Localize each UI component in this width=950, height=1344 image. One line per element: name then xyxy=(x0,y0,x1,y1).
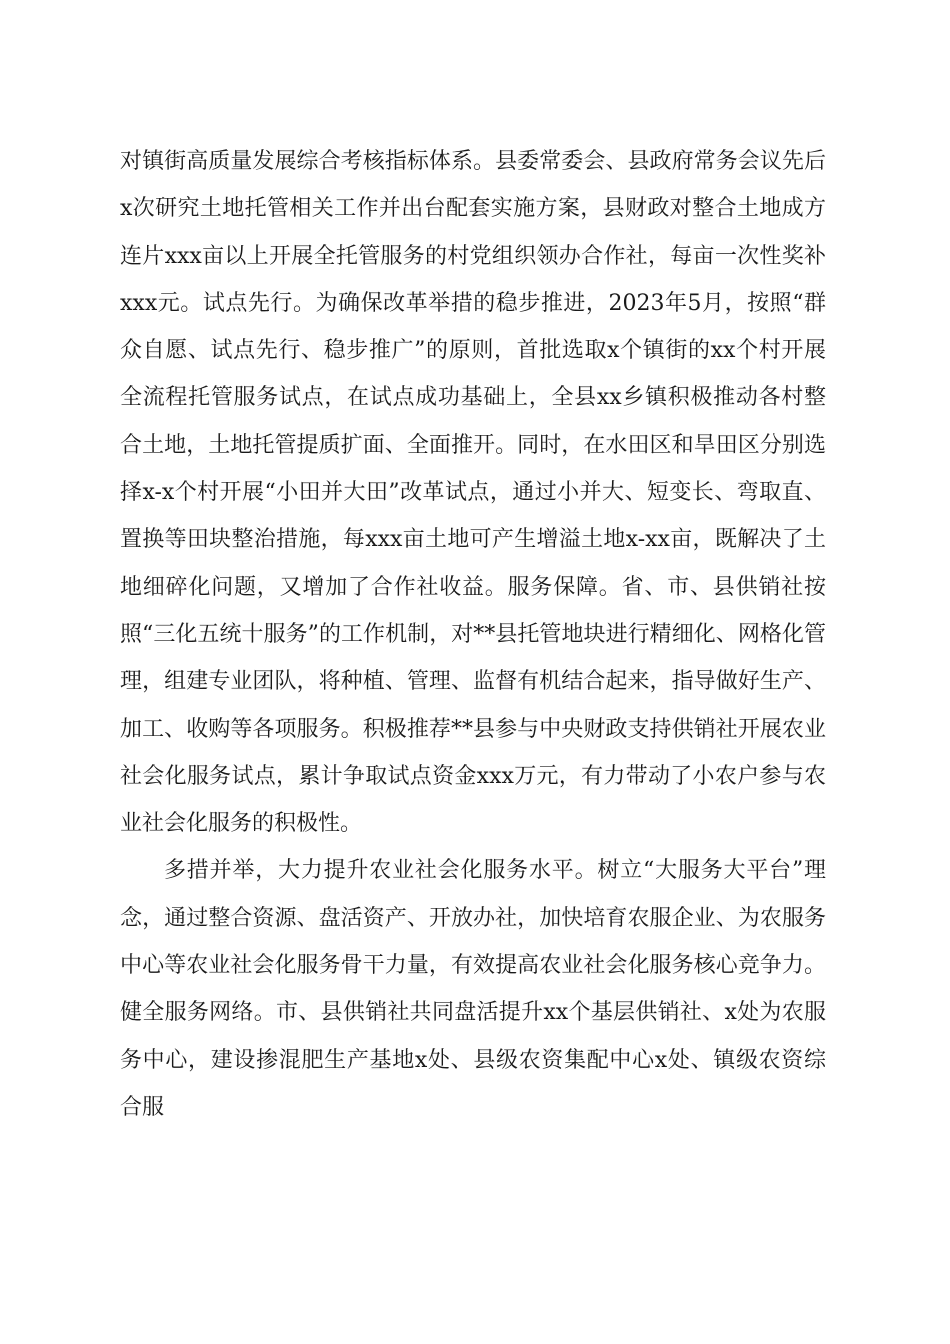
paragraph-2: 多措并举，大力提升农业社会化服务水平。树立“大服务大平台”理念，通过整合资源、盘活资产、开放办社，加快培育农服企业、为农服务中心等农业社会化服务骨干力量，有效提高农业社会化服务核心竞争力。健全服务网络。市、县供销社共同盘活提升xx个基层供销社、x处为农服务中心，建设掺混肥生产基地x处、县级农资集配中心x处、镇级农资综合服 xyxy=(120,858,826,1120)
document-body xyxy=(120,138,826,1131)
paragraph-1: 对镇街高质量发展综合考核指标体系。县委常委会、县政府常务会议先后x次研究土地托管相关工作并出台配套实施方案，县财政对整合土地成方连片xxx亩以上开展全托管服务的村党组织领办合作社，每亩一次性奖补xxx元。试点先行。为确保改革举措的稳步推进，2023年5月，按照“群众自愿、试点先行、稳步推广”的原则，首批选取x个镇街的xx个村开展全流程托管服务试点，在试点成功基础上，全县xx乡镇积极推动各村整合土地，土地托管提质扩面、全面推开。同时，在水田区和旱田区分别选择x-x个村开展“小田并大田”改革试点，通过小并大、短变长、弯取直、置换等田块整治措施，每xxx亩土地可产生增溢土地x-xx亩，既解决了土地细碎化问题，又增加了合作社收益。服务保障。省、市、县供销社按照“三化五统十服务”的工作机制，对**县托管地块进行精细化、网格化管理，组建专业团队，将种植、管理、监督有机结合起来，指导做好生产、加工、收购等各项服务。积极推荐**县参与中央财政支持供销社开展农业社会化服务试点，累计争取试点资金xxx万元，有力带动了小农户参与农业社会化服务的积极性。 xyxy=(120,149,826,837)
